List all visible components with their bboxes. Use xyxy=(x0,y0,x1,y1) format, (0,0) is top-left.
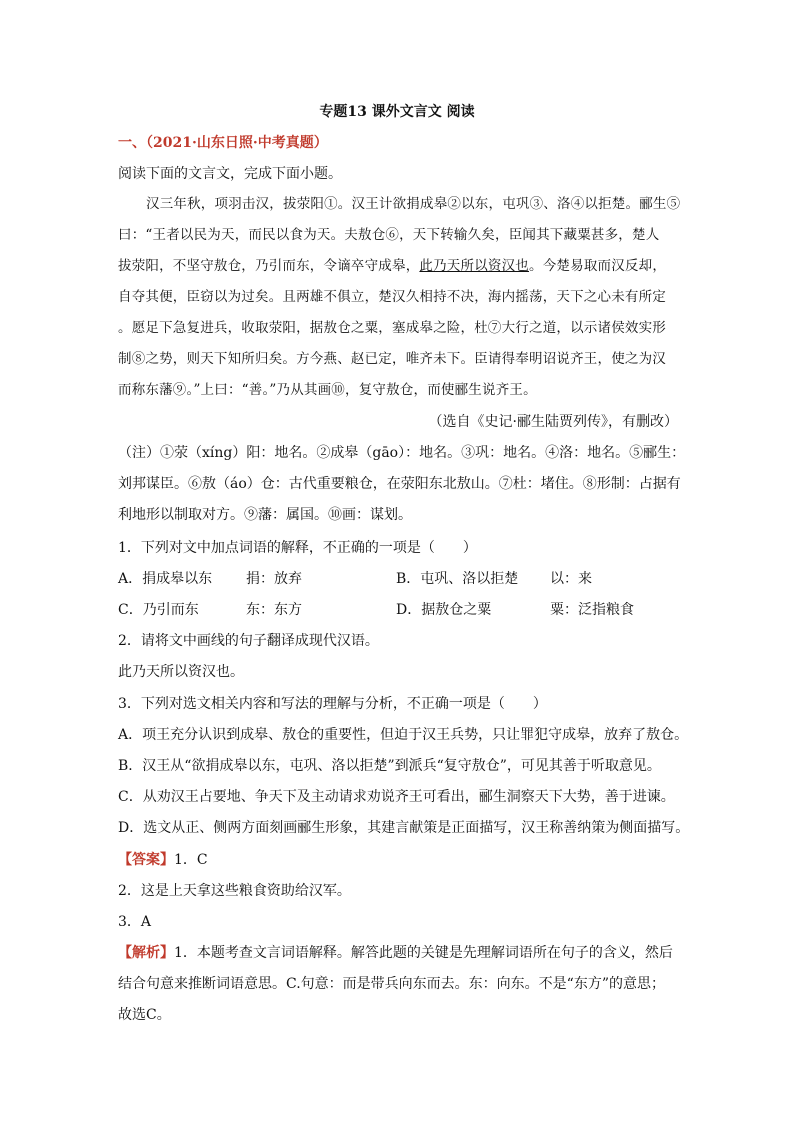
q1-option-c-word: C．乃引而东 xyxy=(118,602,199,618)
analysis-line: 故选C。 xyxy=(118,1007,171,1023)
analysis-label: 【解析】 xyxy=(118,945,174,961)
passage-text: 拔荥阳，不坚守敖仓，乃引而东，令谪卒守成皋， xyxy=(118,258,420,274)
analysis-text: 1．本题考查文言词语解释。解答此题的关键是先理解词语所在句子的含义，然后 xyxy=(174,945,673,961)
q1-option-b-word: B．屯巩、洛以拒楚 xyxy=(396,571,519,587)
answer-label: 【答案】 xyxy=(118,852,174,868)
passage-line: 制⑧之势，则天下知所归矣。方今燕、赵已定，唯齐未下。臣请得奉明诏说齐王，使之为汉 xyxy=(118,351,666,367)
q1-option-b-def: 以：来 xyxy=(550,571,592,587)
answer-3: 3．A xyxy=(118,914,152,930)
instruction: 阅读下面的文言文，完成下面小题。 xyxy=(118,166,342,182)
source-citation: （选自《史记·郦生陆贾列传》，有删改） xyxy=(428,414,678,430)
passage-line: 汉三年秋，项羽击汉，拔荥阳①。汉王计欲捐成皋②以东，屯巩③、洛④以拒楚。郦生⑤ xyxy=(146,196,681,212)
passage-line: 曰：“王者以民为天，而民以食为天。夫敖仓⑥，天下转输久矣，臣闻其下藏粟甚多，楚人 xyxy=(118,227,660,243)
q1-option-d-word: D．据敖仓之粟 xyxy=(396,602,492,618)
note-line: 利地形以制取对方。⑨藩：属国。⑩画：谋划。 xyxy=(118,507,412,523)
q3-option-c: C．从劝汉王占要地、争天下及主动请求劝说齐王可看出，郦生洞察天下大势，善于进谏。 xyxy=(118,789,675,805)
passage-line: 。愿足下急复进兵，收取荥阳，据敖仓之粟，塞成皋之险，杜⑦大行之道，以示诸侯效实形 xyxy=(118,320,666,336)
page-title: 专题13 课外文言文 阅读 xyxy=(319,104,475,120)
q1-option-c-def: 东：东方 xyxy=(246,602,302,618)
q1-option-d-def: 粟：泛指粮食 xyxy=(550,602,634,618)
question-1: 1．下列对文中加点词语的解释，不正确的一项是（ ） xyxy=(118,540,477,556)
q3-option-b: B．汉王从“欲捐成皋以东，屯巩、洛以拒楚”到派兵“复守敖仓”，可见其善于听取意见。 xyxy=(118,758,661,774)
analysis-line: 结合句意来推断词语意思。C.句意：而是带兵向东而去。东：向东。不是“东方”的意思； xyxy=(118,976,665,992)
question-2: 2．请将文中画线的句子翻译成现代汉语。 xyxy=(118,633,379,649)
analysis-line xyxy=(118,943,678,963)
q3-option-d: D．选文从正、侧两方面刻画郦生形象，其建言献策是正面描写，汉王称善纳策为侧面描写。 xyxy=(118,820,690,836)
answer-line-1 xyxy=(118,850,678,870)
answer-1: 1．C xyxy=(174,852,208,868)
underlined-sentence: 此乃天所以资汉也 xyxy=(419,258,530,274)
answer-2: 2．这是上天拿这些粮食资助给汉军。 xyxy=(118,883,351,899)
note-line: 刘邦谋臣。⑥敖（áo）仓：古代重要粮仓，在荥阳东北敖山。⑦杜：堵住。⑧形制：占据有 xyxy=(118,476,681,492)
note-line: （注）①荥（xíng）阳：地名。②成皋（gāo）：地名。③巩：地名。④洛：地名。⑤郦生： xyxy=(118,445,686,461)
question-3: 3．下列对选文相关内容和写法的理解与分析，不正确一项是（ ） xyxy=(118,696,547,712)
question-2-sentence: 此乃天所以资汉也。 xyxy=(118,664,244,680)
passage-text: 。今楚易取而汉反却， xyxy=(529,258,667,274)
passage-line xyxy=(118,256,678,276)
q3-option-a: A．项王充分认识到成皋、敖仓的重要性，但迫于汉王兵势，只让罪犯守成皋，放弃了敖仓。 xyxy=(118,727,689,743)
section-header: 一、（2021·山东日照·中考真题） xyxy=(118,135,328,151)
passage-line: 自夺其便，臣窃以为过矣。且两雄不俱立，楚汉久相持不决，海内摇荡，天下之心未有所定 xyxy=(118,289,666,305)
passage-line: 而称东藩⑨。”上曰：“善。”乃从其画⑩，复守敖仓，而使郦生说齐王。 xyxy=(118,382,537,398)
q1-option-a-def: 捐：放弃 xyxy=(246,571,302,587)
q1-option-a-word: A．捐成皋以东 xyxy=(118,571,213,587)
